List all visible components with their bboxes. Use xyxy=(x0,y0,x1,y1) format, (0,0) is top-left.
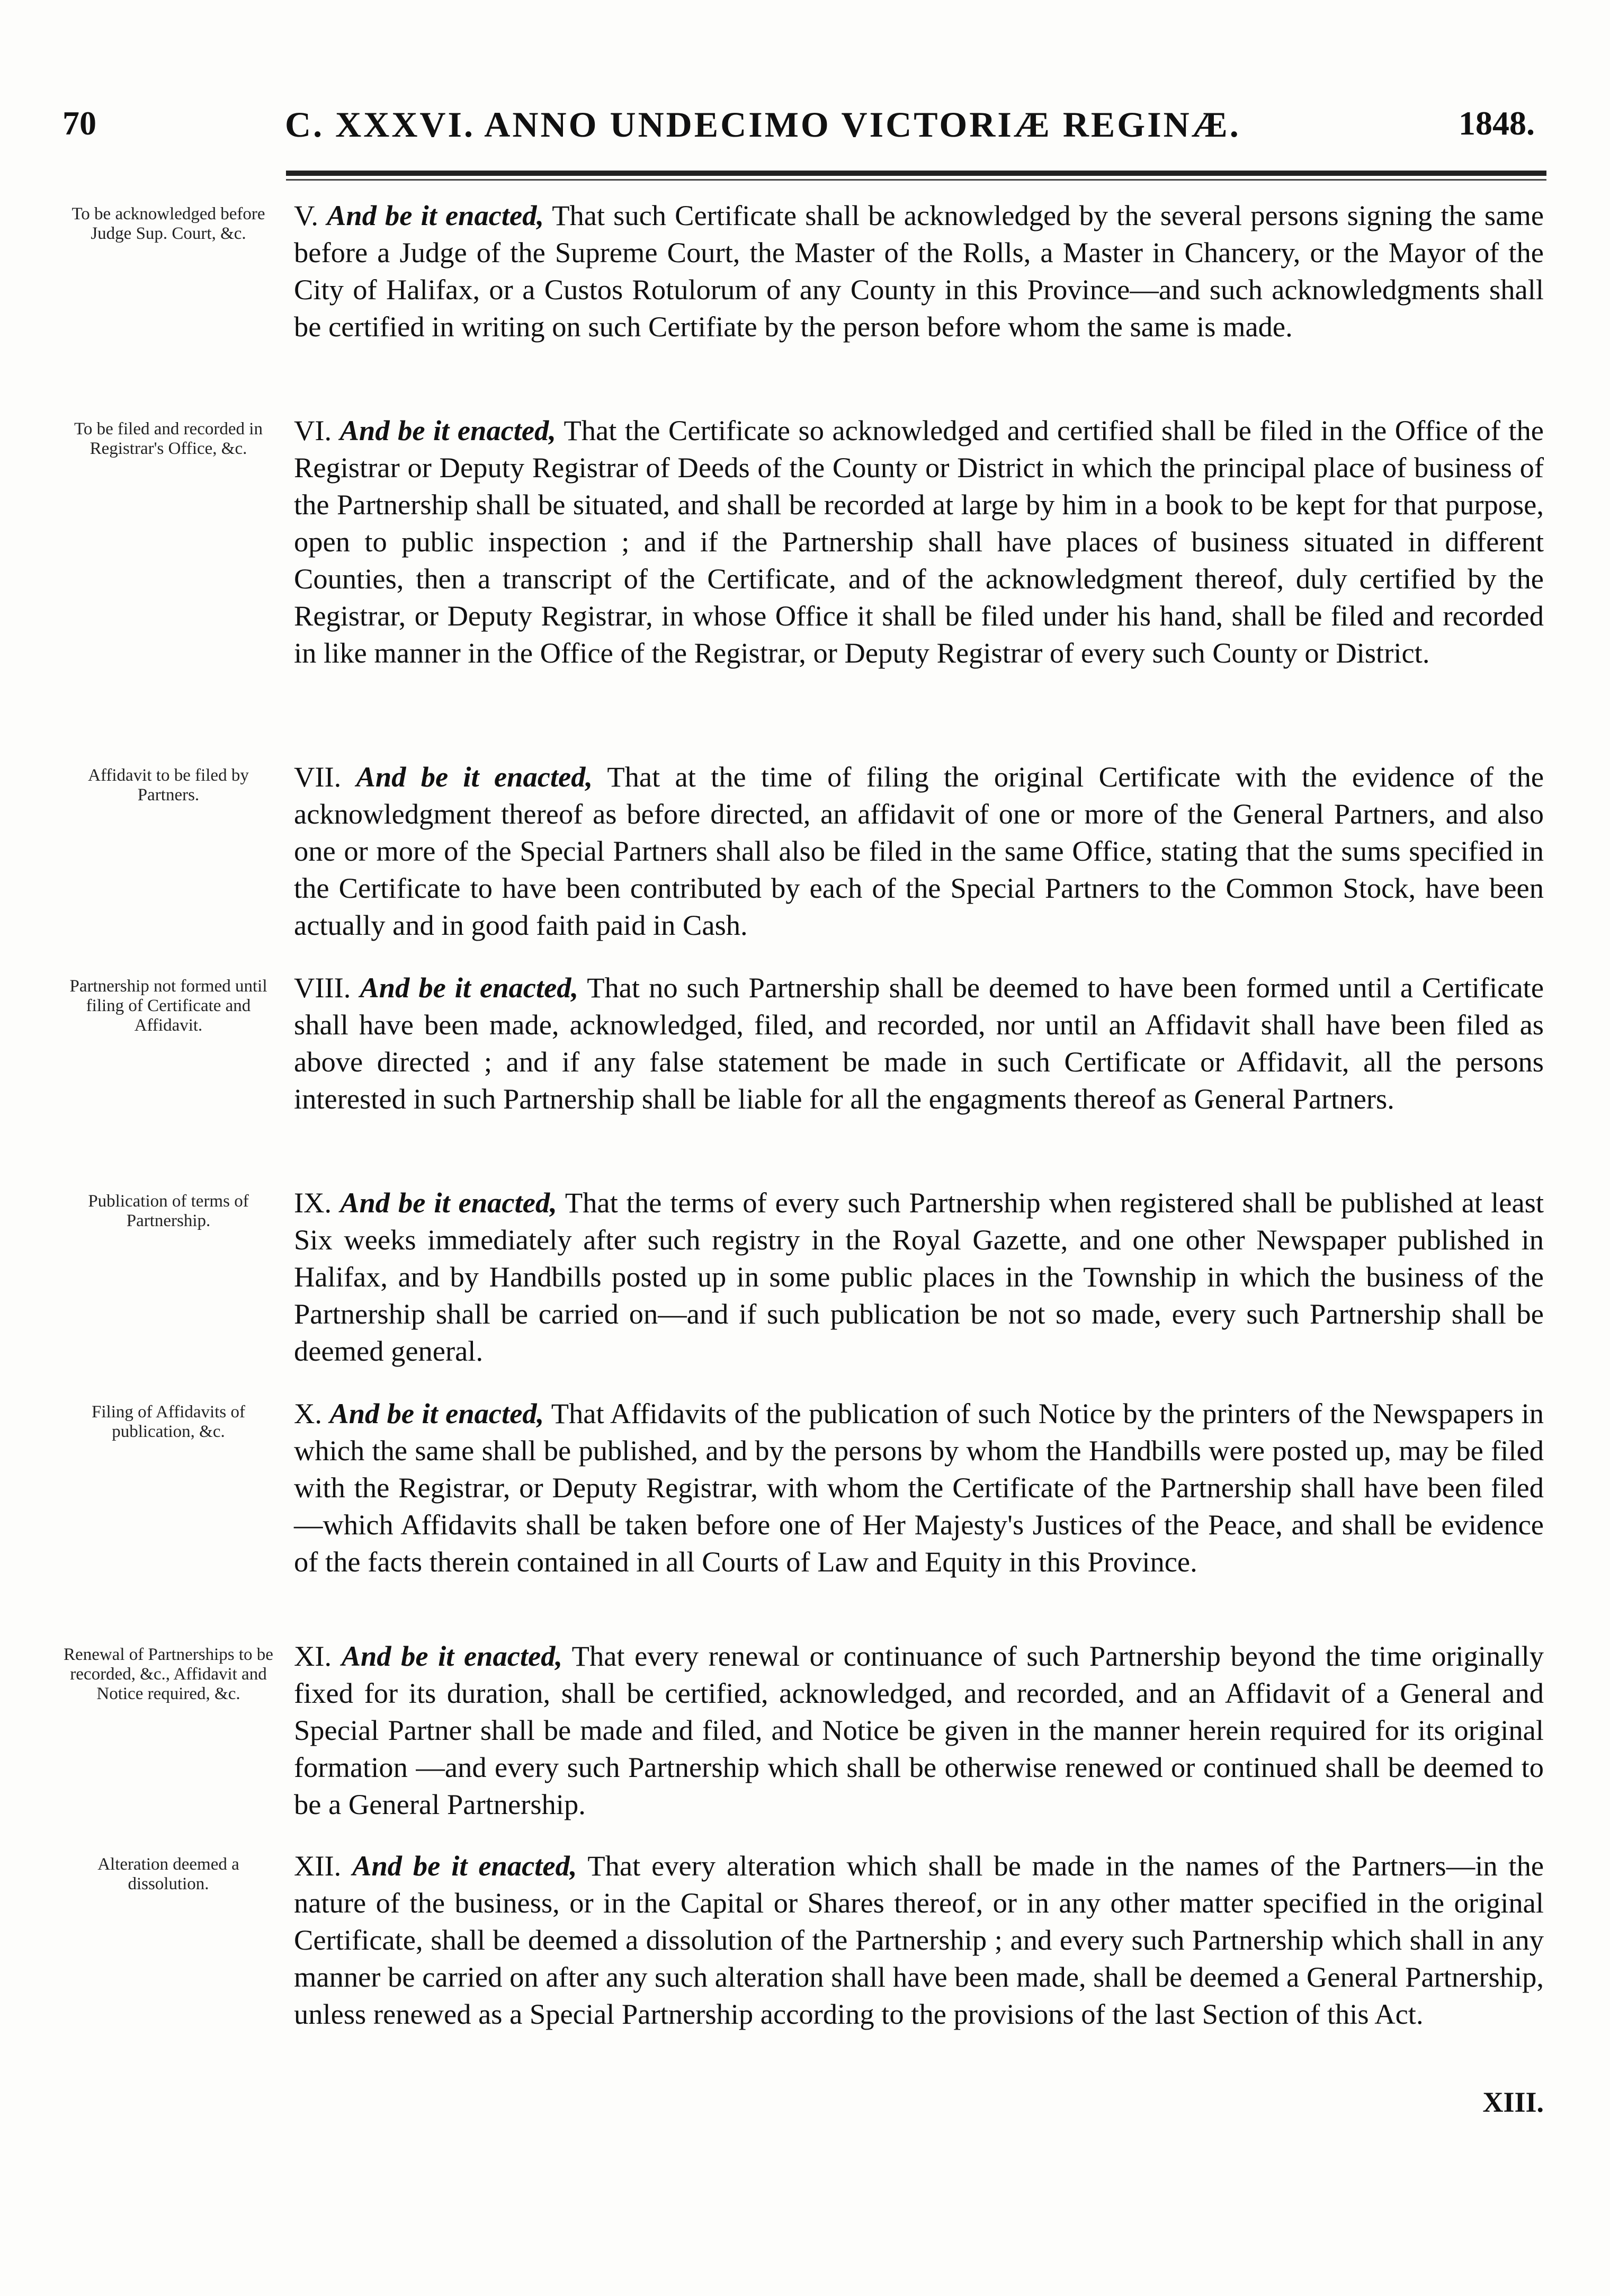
margin-note: To be filed and recorded in Registrar's Office, &c. xyxy=(74,419,263,458)
section-body: That no such Partnership shall be deemed to have been formed until a Certificate shall have been made, acknowledged, filed, and recorded, nor until an Affidavit shall have been filed as above directed ; and if any false statement be made in such Certificate or Affidavit, all the persons interested in such Partnership shall be liable for all the engagments thereof as General Partners. xyxy=(294,971,1544,1115)
section-number: XI. xyxy=(294,1640,332,1672)
margin-note: Filing of Affidavits of publication, &c. xyxy=(92,1402,245,1441)
section-text xyxy=(294,1395,1544,1580)
enacting-clause: And be it enacted, xyxy=(329,1397,544,1430)
section-body: That the Certificate so acknowledged and certified shall be filed in the Office of the Registrar or Deputy Registrar of Deeds of the County or District in which the principal place of business of the Partnership shall be situated, and shall be recorded at large by him in a book to be kept for that purpose, open to public inspection ; and if the Partnership shall have places of business situated in different Counties, then a transcript of the Certificate, and of the acknowledgment thereof, duly certified by the Registrar, or Deputy Registrar, in whose Office it shall be filed under his hand, shall be filed and recorded in like manner in the Office of the Registrar, or Deputy Registrar of every such County or District. xyxy=(294,414,1544,669)
header-year: 1848. xyxy=(1459,104,1535,142)
section-body: That every renewal or continuance of such Partnership beyond the time originally fixed for its duration, shall be certified, acknowledged, and recorded, and an Affidavit of a General and Special Partner shall be made and filed, and Notice be given in the manner herein required for its original formation —and every such Partnership which shall be otherwise renewed or continued shall be deemed to be a General Partnership. xyxy=(294,1640,1544,1820)
enacting-clause: And be it enacted, xyxy=(352,1850,577,1882)
margin-note: To be acknowledged before Judge Sup. Court, &c. xyxy=(71,204,265,243)
header-rule-thin xyxy=(286,179,1546,181)
section-body: That every alteration which shall be made in the names of the Partners—in the nature of the business, or in the Capital or Shares thereof, or in any other matter specified in the original Certificate, shall be deemed a dissolution of the Partnership ; and every such Partnership which shall in any manner be carried on after any such alteration shall have been made, shall be deemed a General Partnership, unless renewed as a Special Partnership according to the provisions of the last Section of this Act. xyxy=(294,1850,1544,2030)
section-number: VI. xyxy=(294,414,332,446)
enacting-clause: And be it enacted, xyxy=(339,414,556,446)
section-number: X. xyxy=(294,1397,322,1430)
section-body: That at the time of filing the original Certificate with the evidence of the acknowledgment thereof as before directed, an affidavit of one or more of the General Partners, and also one or more of the Special Partners shall also be filed in the same Office, stating that the sums specified in the Certificate to have been contributed by each of the Special Partners to the Common Stock, have been actually and in good faith paid in Cash. xyxy=(294,761,1544,941)
catchword: XIII. xyxy=(1482,2086,1544,2118)
section-number: VII. xyxy=(294,761,342,793)
margin-note: Partnership not formed until filing of Certificate and Affidavit. xyxy=(69,977,267,1035)
page-number: 70 xyxy=(62,104,96,142)
margin-note: Renewal of Partnerships to be recorded, &c., Affidavit and Notice required, &c. xyxy=(64,1645,273,1703)
margin-note: Affidavit to be filed by Partners. xyxy=(88,766,249,805)
header-rule xyxy=(286,171,1546,176)
section-text xyxy=(294,1847,1544,2033)
enacting-clause: And be it enacted, xyxy=(327,199,544,231)
section-number: V. xyxy=(294,199,318,231)
section-body: That Affidavits of the publication of such Notice by the printers of the Newspapers in which the same shall be published, and by the persons by whom the Handbills were posted up, may be filed with the Registrar, or Deputy Registrar, with whom the Certificate of the Partnership shall have been filed —which Affidavits shall be taken before one of Her Majesty's Justices of the Peace, and shall be evidence of the facts therein contained in all Courts of Law and Equity in this Province. xyxy=(294,1397,1544,1578)
section-body: That such Certificate shall be acknowledged by the several persons signing the same before a Judge of the Supreme Court, the Master of the Rolls, a Master in Chancery, or the Mayor of the City of Halifax, or a Custos Rotulorum of any County in this Province—and such acknowledgments shall be certified in writing on such Certifiate by the person before whom the same is made. xyxy=(294,199,1544,343)
enacting-clause: And be it enacted, xyxy=(340,1186,557,1219)
enacting-clause: And be it enacted, xyxy=(356,761,593,793)
margin-note: Alteration deemed a dissolution. xyxy=(97,1855,239,1893)
section-body: That the terms of every such Partnership when registered shall be published at least Six weeks immediately after such registry in the Royal Gazette, and one other Newspaper published in Halifax, and by Handbills posted up in some public places in the Township in which the business of the Partnership shall be carried on—and if such publication be not so made, every such Partnership shall be deemed general. xyxy=(294,1186,1544,1367)
section-text xyxy=(294,969,1544,1118)
section-text xyxy=(294,1638,1544,1823)
section-text xyxy=(294,197,1544,345)
section-number: XII. xyxy=(294,1850,342,1882)
section-text xyxy=(294,1184,1544,1370)
section-text xyxy=(294,758,1544,944)
running-header xyxy=(62,104,1545,162)
page-title: C. XXXVI. ANNO UNDECIMO VICTORIÆ REGINÆ. xyxy=(285,104,1241,145)
enacting-clause: And be it enacted, xyxy=(341,1640,563,1672)
section-text xyxy=(294,412,1544,672)
section-number: VIII. xyxy=(294,971,351,1004)
section-number: IX. xyxy=(294,1186,332,1219)
margin-note: Publication of terms of Partnership. xyxy=(88,1192,249,1230)
enacting-clause: And be it enacted, xyxy=(360,971,579,1004)
